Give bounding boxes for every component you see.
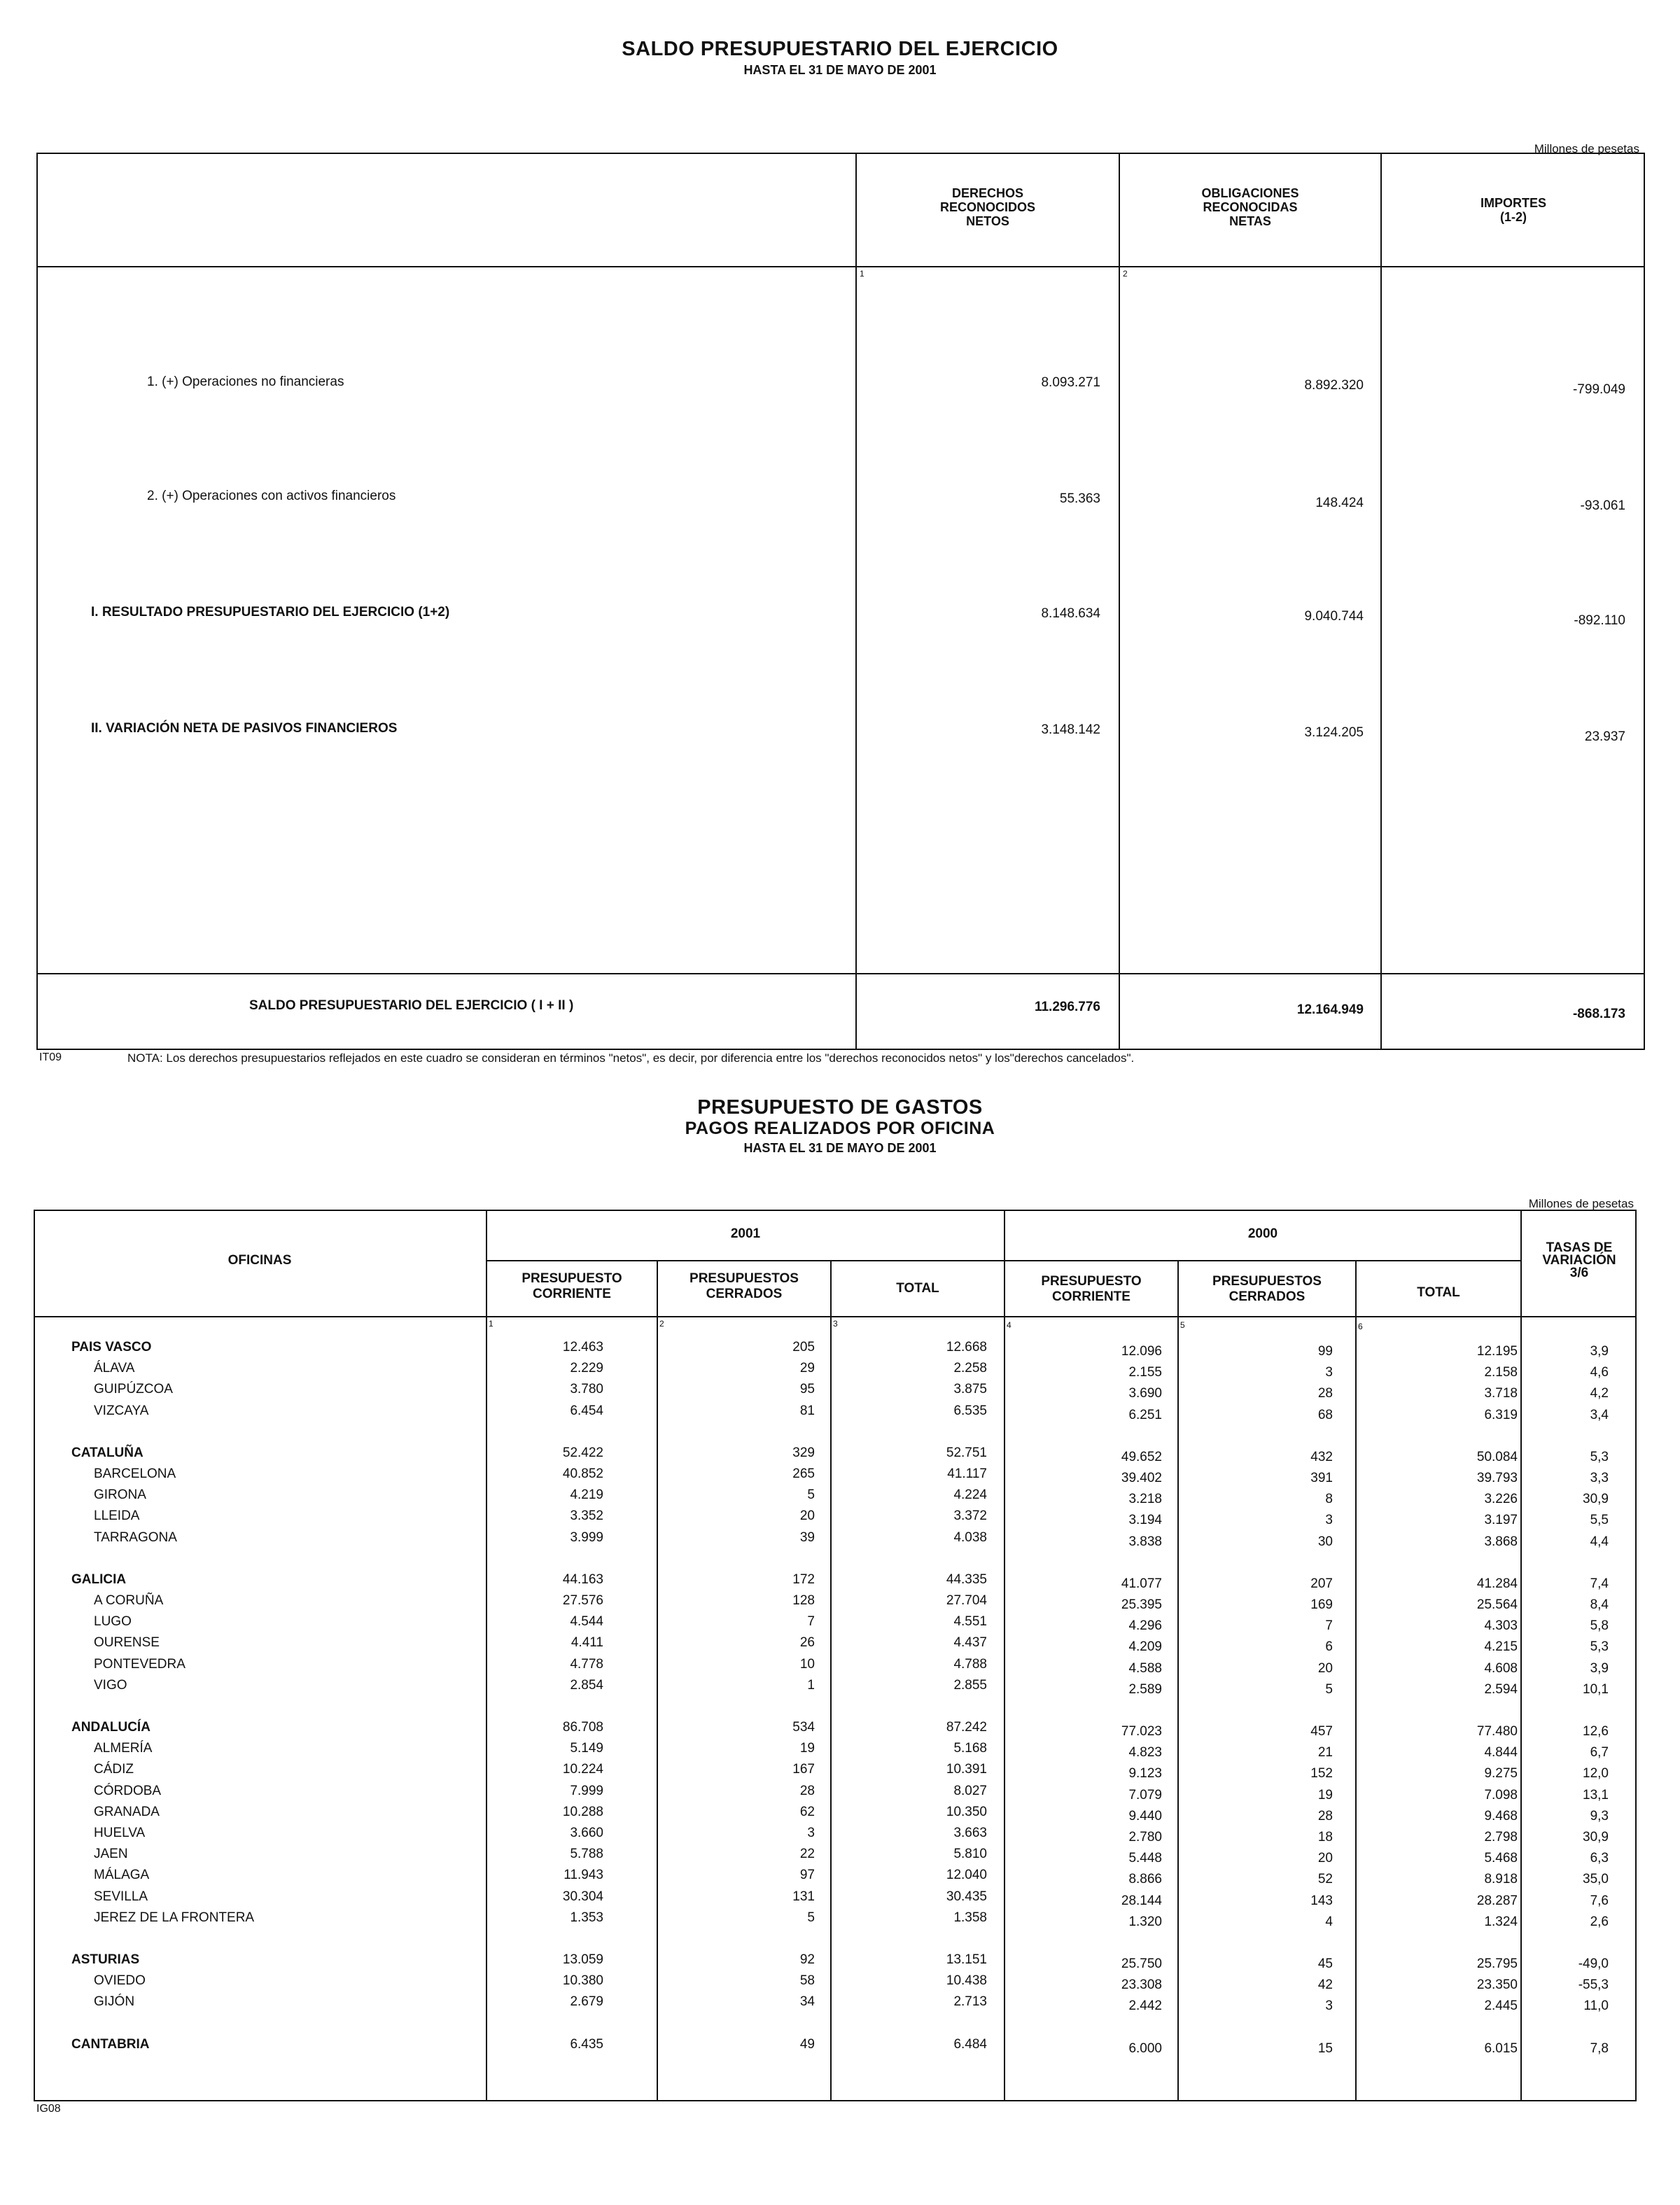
table2-value-cell: 25.795 [1476, 1956, 1518, 1971]
table2-sub-header: TOTAL [896, 1281, 939, 1296]
table2-value-cell: 152 [1310, 1766, 1333, 1782]
table2-rate-cell: 10,1 [1583, 1681, 1609, 1697]
table2-col-divider [657, 1260, 658, 2101]
table2-value-cell: 21 [1317, 1745, 1333, 1760]
table1-title: SALDO PRESUPUESTARIO DEL EJERCICIO [622, 38, 1058, 60]
table2-value-cell: 3.690 [1128, 1386, 1162, 1401]
table2-value-cell: 4.224 [953, 1488, 987, 1503]
table2-value-cell: 10 [799, 1656, 815, 1672]
table2-value-cell: 13.059 [562, 1952, 603, 1967]
table2-rate-cell: 7,4 [1590, 1576, 1609, 1591]
table2-office-label: PONTEVEDRA [94, 1656, 186, 1672]
table2-rate-cell: 8,4 [1590, 1597, 1609, 1612]
table2-value-cell: 2.258 [953, 1361, 987, 1376]
table2-value-cell: 2.155 [1128, 1365, 1162, 1380]
table2-value-cell: 432 [1310, 1449, 1333, 1464]
table2-code: IG08 [36, 2103, 61, 2115]
table2-value-cell: 77.023 [1121, 1724, 1162, 1739]
table2-value-cell: 44.163 [562, 1572, 603, 1587]
table2-value-cell: 3 [1325, 1365, 1333, 1380]
table1-cell: 3.124.205 [1304, 725, 1364, 740]
table2-value-cell: 41.117 [947, 1466, 987, 1481]
table2-sub-header: PRESUPUESTO CORRIENTE [1041, 1274, 1142, 1304]
table2-office-label: LLEIDA [94, 1508, 140, 1524]
table2-rate-cell: 3,4 [1590, 1407, 1609, 1422]
table1-cell: -93.061 [1580, 498, 1625, 513]
table1-unit: Millones de pesetas [1534, 142, 1639, 155]
table1-code: IT09 [39, 1051, 62, 1063]
table2-value-cell: 4 [1325, 1914, 1333, 1929]
table2-sub-header: PRESUPUESTOS CERRADOS [1212, 1274, 1322, 1304]
table2-value-cell: 5.168 [953, 1741, 987, 1756]
table2-value-cell: 2.589 [1128, 1681, 1162, 1697]
table2-value-cell: 4.778 [570, 1656, 603, 1672]
table2-value-cell: 52 [1317, 1872, 1333, 1887]
table2-rate-cell: 5,5 [1590, 1513, 1609, 1528]
table2-year2-header: 2000 [1247, 1226, 1278, 1241]
table2-col-divider [1177, 1260, 1179, 2101]
table2-office-label: LUGO [94, 1614, 132, 1630]
table2-frame [34, 1210, 1637, 2101]
table2-value-cell: 8 [1325, 1492, 1333, 1507]
table2-value-cell: 172 [792, 1572, 815, 1587]
table2-value-cell: 99 [1317, 1344, 1333, 1359]
table2-offices-header: OFICINAS [227, 1253, 292, 1268]
table2-value-cell: 95 [799, 1382, 815, 1397]
table1-col-header-importes: IMPORTES (1-2) [1480, 196, 1546, 224]
table2-value-cell: 9.468 [1484, 1808, 1518, 1823]
table2-rate-cell: 2,6 [1590, 1914, 1609, 1929]
table2-value-cell: 6.435 [570, 2036, 603, 2052]
table2-col-number: 1 [489, 1319, 493, 1329]
table2-value-cell: 8.866 [1128, 1872, 1162, 1887]
table2-value-cell: 12.463 [562, 1340, 603, 1354]
table2-value-cell: 92 [799, 1952, 815, 1967]
table2-value-cell: 3.875 [953, 1382, 987, 1397]
table2-title: PRESUPUESTO DE GASTOS [697, 1096, 983, 1119]
table2-value-cell: 2.713 [953, 1994, 987, 2010]
table2-value-cell: 27.576 [562, 1593, 603, 1608]
table2-value-cell: 3.868 [1484, 1534, 1518, 1549]
table2-col-divider [1355, 1260, 1357, 2101]
table2-value-cell: 5.448 [1128, 1851, 1162, 1866]
table2-office-label: TARRAGONA [94, 1530, 177, 1545]
table2-value-cell: 3.780 [570, 1382, 603, 1397]
table2-value-cell: 40.852 [562, 1466, 603, 1481]
table2-value-cell: 15 [1317, 2040, 1333, 2056]
table2-value-cell: 44.335 [946, 1572, 987, 1587]
table2-title2: PAGOS REALIZADOS POR OFICINA [685, 1119, 995, 1138]
table1-total-cell: 11.296.776 [1034, 1000, 1100, 1014]
table1-total-cell: -868.173 [1572, 1007, 1625, 1021]
table2-value-cell: 207 [1310, 1576, 1333, 1591]
table1-header-rule [36, 266, 1645, 267]
table2-value-cell: 4.823 [1128, 1745, 1162, 1760]
table2-rate-cell: -55,3 [1578, 1977, 1609, 1993]
table2-office-label: CÁDIZ [94, 1762, 134, 1777]
table2-value-cell: 42 [1317, 1977, 1333, 1993]
table2-value-cell: 5.788 [570, 1847, 603, 1862]
table2-value-cell: 128 [792, 1593, 815, 1608]
table2-office-label: BARCELONA [94, 1466, 176, 1481]
table2-value-cell: 4.608 [1484, 1660, 1518, 1676]
table2-value-cell: 4.788 [953, 1656, 987, 1672]
table2-value-cell: 25.564 [1476, 1597, 1518, 1612]
table2-value-cell: 4.038 [953, 1530, 987, 1545]
table2-value-cell: 10.288 [562, 1804, 603, 1819]
table1-col-number: 2 [1123, 269, 1128, 279]
table2-value-cell: 7.098 [1484, 1787, 1518, 1802]
table2-value-cell: 49 [799, 2036, 815, 2052]
table2-value-cell: 10.391 [946, 1762, 987, 1777]
table2-year-rule [486, 1260, 1520, 1261]
table2-group-label: ANDALUCÍA [71, 1720, 150, 1735]
table2-value-cell: 19 [799, 1741, 815, 1756]
table2-value-cell: 5 [807, 1488, 815, 1503]
table2-value-cell: 28.287 [1476, 1893, 1518, 1908]
table2-value-cell: 86.708 [562, 1720, 603, 1735]
table2-value-cell: 68 [1317, 1407, 1333, 1422]
table1-cell: 55.363 [1059, 491, 1100, 506]
table2-value-cell: 4.215 [1484, 1639, 1518, 1655]
table1-row-label: 2. (+) Operaciones con activos financieros [147, 489, 396, 503]
table2-value-cell: 3.838 [1128, 1534, 1162, 1549]
table2-value-cell: 4.844 [1484, 1745, 1518, 1760]
table2-value-cell: 45 [1317, 1956, 1333, 1971]
table2-office-label: JEREZ DE LA FRONTERA [94, 1910, 255, 1925]
table2-rate-cell: 4,2 [1590, 1386, 1609, 1401]
table2-office-label: GUIPÚZCOA [94, 1382, 173, 1397]
table2-value-cell: 13.151 [946, 1952, 987, 1967]
table2-rate-cell: 9,3 [1590, 1808, 1609, 1823]
table2-value-cell: 29 [799, 1361, 815, 1376]
table2-header-rule [34, 1316, 1637, 1317]
table2-value-cell: 23.308 [1121, 1977, 1162, 1993]
table2-value-cell: 3 [807, 1826, 815, 1840]
table2-value-cell: 12.096 [1121, 1344, 1162, 1359]
table2-value-cell: 30.304 [562, 1889, 603, 1904]
table2-rate-cell: 4,6 [1590, 1365, 1609, 1380]
table2-value-cell: 30 [1317, 1534, 1333, 1549]
table2-rate-cell: 5,3 [1590, 1449, 1609, 1464]
table2-value-cell: 3.660 [570, 1826, 603, 1840]
table2-value-cell: 52.751 [946, 1445, 987, 1460]
table2-value-cell: 27.704 [946, 1593, 987, 1608]
table2-value-cell: 1.324 [1484, 1914, 1518, 1929]
table2-value-cell: 265 [792, 1466, 815, 1481]
table2-value-cell: 20 [1317, 1660, 1333, 1676]
table2-value-cell: 4.303 [1484, 1618, 1518, 1634]
table1-cell: -799.049 [1572, 382, 1625, 397]
table1-col-header-derechos: DERECHOS RECONOCIDOS NETOS [939, 186, 1035, 228]
table2-office-label: SEVILLA [94, 1889, 148, 1904]
table2-value-cell: 2.229 [570, 1361, 603, 1376]
table1-col-divider [1380, 153, 1382, 1050]
table2-value-cell: 9.440 [1128, 1808, 1162, 1823]
table2-office-label: GRANADA [94, 1804, 160, 1819]
table1-cell: 23.937 [1584, 729, 1625, 744]
table2-value-cell: 131 [792, 1889, 815, 1904]
table2-value-cell: 4.544 [570, 1614, 603, 1630]
table2-col-divider [830, 1260, 832, 2101]
table2-value-cell: 3.663 [953, 1826, 987, 1840]
table1-cell: 9.040.744 [1304, 609, 1364, 624]
table2-value-cell: 6.454 [570, 1403, 603, 1418]
table1-col-number: 1 [860, 269, 864, 279]
table2-value-cell: 97 [799, 1868, 815, 1883]
table2-value-cell: 4.219 [570, 1488, 603, 1503]
table2-value-cell: 7 [1325, 1618, 1333, 1634]
table2-value-cell: 39.793 [1476, 1471, 1518, 1485]
table2-group-label: CATALUÑA [71, 1445, 144, 1460]
table2-value-cell: 391 [1310, 1471, 1333, 1485]
table2-value-cell: 5.468 [1484, 1851, 1518, 1866]
table2-rate-cell: 13,1 [1583, 1787, 1609, 1802]
table2-value-cell: 50.084 [1476, 1449, 1518, 1464]
table2-rate-cell: 12,0 [1583, 1766, 1609, 1782]
table2-value-cell: 6.015 [1484, 2040, 1518, 2056]
table2-value-cell: 9.123 [1128, 1766, 1162, 1782]
table2-value-cell: 3.226 [1484, 1492, 1518, 1507]
table2-value-cell: 6.484 [953, 2036, 987, 2052]
table2-col-divider [1004, 1210, 1005, 2101]
table2-value-cell: 6.319 [1484, 1407, 1518, 1422]
table2-value-cell: 23.350 [1476, 1977, 1518, 1993]
table2-value-cell: 19 [1317, 1787, 1333, 1802]
table2-office-label: OVIEDO [94, 1973, 146, 1989]
table2-value-cell: 20 [799, 1508, 815, 1524]
table2-value-cell: 167 [792, 1762, 815, 1777]
table1-note: NOTA: Los derechos presupuestarios reflejados en este cuadro se consideran en términos "netos", es decir, por diferencia entre los "derechos reconocidos netos" y los"derechos cancelados". [127, 1051, 1135, 1065]
table1-col-divider [855, 153, 857, 1050]
table2-value-cell: 62 [799, 1804, 815, 1819]
table2-value-cell: 3.718 [1484, 1386, 1518, 1401]
table2-office-label: ALMERÍA [94, 1741, 153, 1756]
table2-value-cell: 1 [807, 1677, 815, 1693]
table2-unit: Millones de pesetas [1528, 1197, 1634, 1210]
table2-value-cell: 2.854 [570, 1677, 603, 1693]
table2-rate-cell: 6,7 [1590, 1745, 1609, 1760]
table2-rate-cell: 7,8 [1590, 2040, 1609, 2056]
table2-value-cell: 457 [1310, 1724, 1333, 1739]
table2-value-cell: 10.224 [562, 1762, 603, 1777]
table2-value-cell: 143 [1310, 1893, 1333, 1908]
table2-value-cell: 4.437 [953, 1635, 987, 1651]
table2-value-cell: 5 [1325, 1681, 1333, 1697]
table2-group-label: GALICIA [71, 1572, 127, 1587]
table2-value-cell: 7.079 [1128, 1787, 1162, 1802]
table2-office-label: VIZCAYA [94, 1403, 149, 1418]
table2-col-divider [486, 1210, 487, 2101]
table2-value-cell: 28 [1317, 1808, 1333, 1823]
table2-year1-header: 2001 [730, 1226, 761, 1241]
table2-group-label: ASTURIAS [71, 1952, 140, 1967]
table2-rate-header: TASAS DE VARIACIÓN 3/6 [1542, 1240, 1616, 1280]
table1-subtitle: HASTA EL 31 DE MAYO DE 2001 [743, 63, 937, 77]
table2-value-cell: 4.209 [1128, 1639, 1162, 1655]
table2-value-cell: 3 [1325, 1998, 1333, 2014]
table2-value-cell: 6 [1325, 1639, 1333, 1655]
table1-cell: 8.148.634 [1041, 606, 1100, 621]
table2-value-cell: 28 [1317, 1386, 1333, 1401]
table2-value-cell: 6.251 [1128, 1407, 1162, 1422]
table2-rate-cell: 35,0 [1583, 1872, 1609, 1887]
table2-col-divider [1520, 1210, 1522, 2101]
table2-value-cell: 5 [807, 1910, 815, 1925]
table2-value-cell: 81 [799, 1403, 815, 1418]
table1-total-label: SALDO PRESUPUESTARIO DEL EJERCICIO ( I + II ) [249, 998, 574, 1013]
table2-value-cell: 58 [799, 1973, 815, 1989]
table2-value-cell: 2.158 [1484, 1365, 1518, 1380]
table2-value-cell: 205 [792, 1340, 815, 1354]
table2-value-cell: 30.435 [946, 1889, 987, 1904]
table2-col-number: 3 [833, 1319, 838, 1329]
table2-value-cell: 26 [799, 1635, 815, 1651]
table2-value-cell: 87.242 [946, 1720, 987, 1735]
table2-value-cell: 2.445 [1484, 1998, 1518, 2014]
table2-value-cell: 4.588 [1128, 1660, 1162, 1676]
table2-value-cell: 9.275 [1484, 1766, 1518, 1782]
table2-value-cell: 34 [799, 1994, 815, 2010]
table2-value-cell: 2.780 [1128, 1830, 1162, 1844]
table2-value-cell: 10.380 [562, 1973, 603, 1989]
table2-rate-cell: 12,6 [1583, 1724, 1609, 1739]
table2-value-cell: 5.149 [570, 1741, 603, 1756]
table2-rate-cell: 3,3 [1590, 1471, 1609, 1485]
table2-col-number: 5 [1180, 1320, 1185, 1330]
table2-value-cell: 6.000 [1128, 2040, 1162, 2056]
table2-office-label: A CORUÑA [94, 1593, 164, 1608]
table2-value-cell: 28 [799, 1783, 815, 1798]
table2-office-label: HUELVA [94, 1826, 146, 1840]
table2-rate-cell: 5,8 [1590, 1618, 1609, 1634]
table2-value-cell: 12.040 [946, 1868, 987, 1883]
table2-value-cell: 1.353 [570, 1910, 603, 1925]
table2-office-label: GIRONA [94, 1488, 146, 1503]
table2-value-cell: 3 [1325, 1513, 1333, 1528]
table2-office-label: VIGO [94, 1677, 127, 1693]
table2-office-label: OURENSE [94, 1635, 160, 1651]
table2-col-number: 2 [659, 1319, 664, 1329]
table2-group-label: CANTABRIA [71, 2036, 150, 2052]
table1-cell: 148.424 [1315, 496, 1364, 510]
table2-sub-header: TOTAL [1417, 1285, 1460, 1300]
table2-col-number: 6 [1358, 1322, 1363, 1331]
table2-rate-cell: 5,3 [1590, 1639, 1609, 1655]
table2-value-cell: 3.218 [1128, 1492, 1162, 1507]
table2-value-cell: 25.395 [1121, 1597, 1162, 1612]
table2-rate-cell: 7,6 [1590, 1893, 1609, 1908]
table1-cell: -892.110 [1574, 613, 1625, 628]
table2-value-cell: 12.195 [1476, 1344, 1518, 1359]
table2-rate-cell: 30,9 [1583, 1830, 1609, 1844]
table2-value-cell: 2.594 [1484, 1681, 1518, 1697]
table1-row-label: I. RESULTADO PRESUPUESTARIO DEL EJERCICIO (1+2) [91, 605, 450, 620]
table1-total-rule [36, 973, 1645, 974]
table2-value-cell: 5.810 [953, 1847, 987, 1862]
table2-value-cell: 329 [792, 1445, 815, 1460]
table1-row-label: II. VARIACIÓN NETA DE PASIVOS FINANCIEROS [91, 721, 398, 736]
table2-value-cell: 534 [792, 1720, 815, 1735]
table1-cell: 8.892.320 [1304, 378, 1364, 393]
table2-value-cell: 3.197 [1484, 1513, 1518, 1528]
table2-value-cell: 28.144 [1121, 1893, 1162, 1908]
table1-frame [36, 153, 1645, 1050]
table2-value-cell: 25.750 [1121, 1956, 1162, 1971]
table2-value-cell: 2.798 [1484, 1830, 1518, 1844]
table2-value-cell: 3.999 [570, 1530, 603, 1545]
table1-cell: 3.148.142 [1041, 722, 1100, 737]
table2-value-cell: 22 [799, 1847, 815, 1862]
table2-sub-header: PRESUPUESTOS CERRADOS [690, 1271, 799, 1301]
table2-rate-cell: 3,9 [1590, 1344, 1609, 1359]
table2-value-cell: 3.194 [1128, 1513, 1162, 1528]
table2-rate-cell: 30,9 [1583, 1492, 1609, 1507]
table2-value-cell: 20 [1317, 1851, 1333, 1866]
table2-sub-header: PRESUPUESTO CORRIENTE [522, 1271, 622, 1301]
table2-rate-cell: 3,9 [1590, 1660, 1609, 1676]
table2-office-label: MÁLAGA [94, 1868, 150, 1883]
table1-col-divider [1119, 153, 1120, 1050]
table2-rate-cell: 4,4 [1590, 1534, 1609, 1549]
table2-value-cell: 1.358 [953, 1910, 987, 1925]
table2-value-cell: 49.652 [1121, 1449, 1162, 1464]
table2-value-cell: 18 [1317, 1830, 1333, 1844]
table2-value-cell: 3.372 [953, 1508, 987, 1524]
table2-value-cell: 77.480 [1476, 1724, 1518, 1739]
table2-office-label: GIJÓN [94, 1994, 135, 2010]
table2-value-cell: 52.422 [562, 1445, 603, 1460]
table2-value-cell: 41.077 [1121, 1576, 1162, 1591]
table2-value-cell: 4.551 [953, 1614, 987, 1630]
table2-rate-cell: 6,3 [1590, 1851, 1609, 1866]
table2-value-cell: 11.943 [564, 1868, 603, 1883]
table2-value-cell: 6.535 [953, 1403, 987, 1418]
table2-value-cell: 12.668 [946, 1340, 987, 1354]
table2-value-cell: 2.679 [570, 1994, 603, 2010]
table1-cell: 8.093.271 [1041, 375, 1100, 390]
table2-subtitle: HASTA EL 31 DE MAYO DE 2001 [743, 1141, 937, 1155]
table2-value-cell: 41.284 [1476, 1576, 1518, 1591]
table2-rate-cell: -49,0 [1578, 1956, 1609, 1971]
table2-value-cell: 4.411 [570, 1635, 603, 1651]
table2-value-cell: 4.296 [1128, 1618, 1162, 1634]
table2-value-cell: 39.402 [1121, 1471, 1162, 1485]
table2-value-cell: 169 [1310, 1597, 1333, 1612]
table1-total-cell: 12.164.949 [1296, 1002, 1364, 1017]
table1-row-label: 1. (+) Operaciones no financieras [147, 374, 344, 389]
table2-office-label: ÁLAVA [94, 1361, 135, 1376]
table2-group-label: PAIS VASCO [71, 1340, 152, 1354]
table2-value-cell: 8.027 [953, 1783, 987, 1798]
table2-col-number: 4 [1007, 1320, 1011, 1330]
table2-value-cell: 39 [799, 1530, 815, 1545]
table2-value-cell: 10.438 [946, 1973, 987, 1989]
table2-office-label: JAEN [94, 1847, 128, 1862]
table2-rate-cell: 11,0 [1583, 1998, 1609, 2014]
table2-value-cell: 1.320 [1128, 1914, 1162, 1929]
table1-col-header-obligaciones: OBLIGACIONES RECONOCIDAS NETAS [1201, 186, 1299, 228]
table2-value-cell: 2.442 [1128, 1998, 1162, 2014]
table2-value-cell: 8.918 [1484, 1872, 1518, 1887]
table2-value-cell: 7.999 [570, 1783, 603, 1798]
table2-value-cell: 7 [807, 1614, 815, 1630]
table2-value-cell: 10.350 [946, 1804, 987, 1819]
table2-value-cell: 2.855 [953, 1677, 987, 1693]
table2-office-label: CÓRDOBA [94, 1783, 162, 1798]
table2-value-cell: 3.352 [570, 1508, 603, 1524]
